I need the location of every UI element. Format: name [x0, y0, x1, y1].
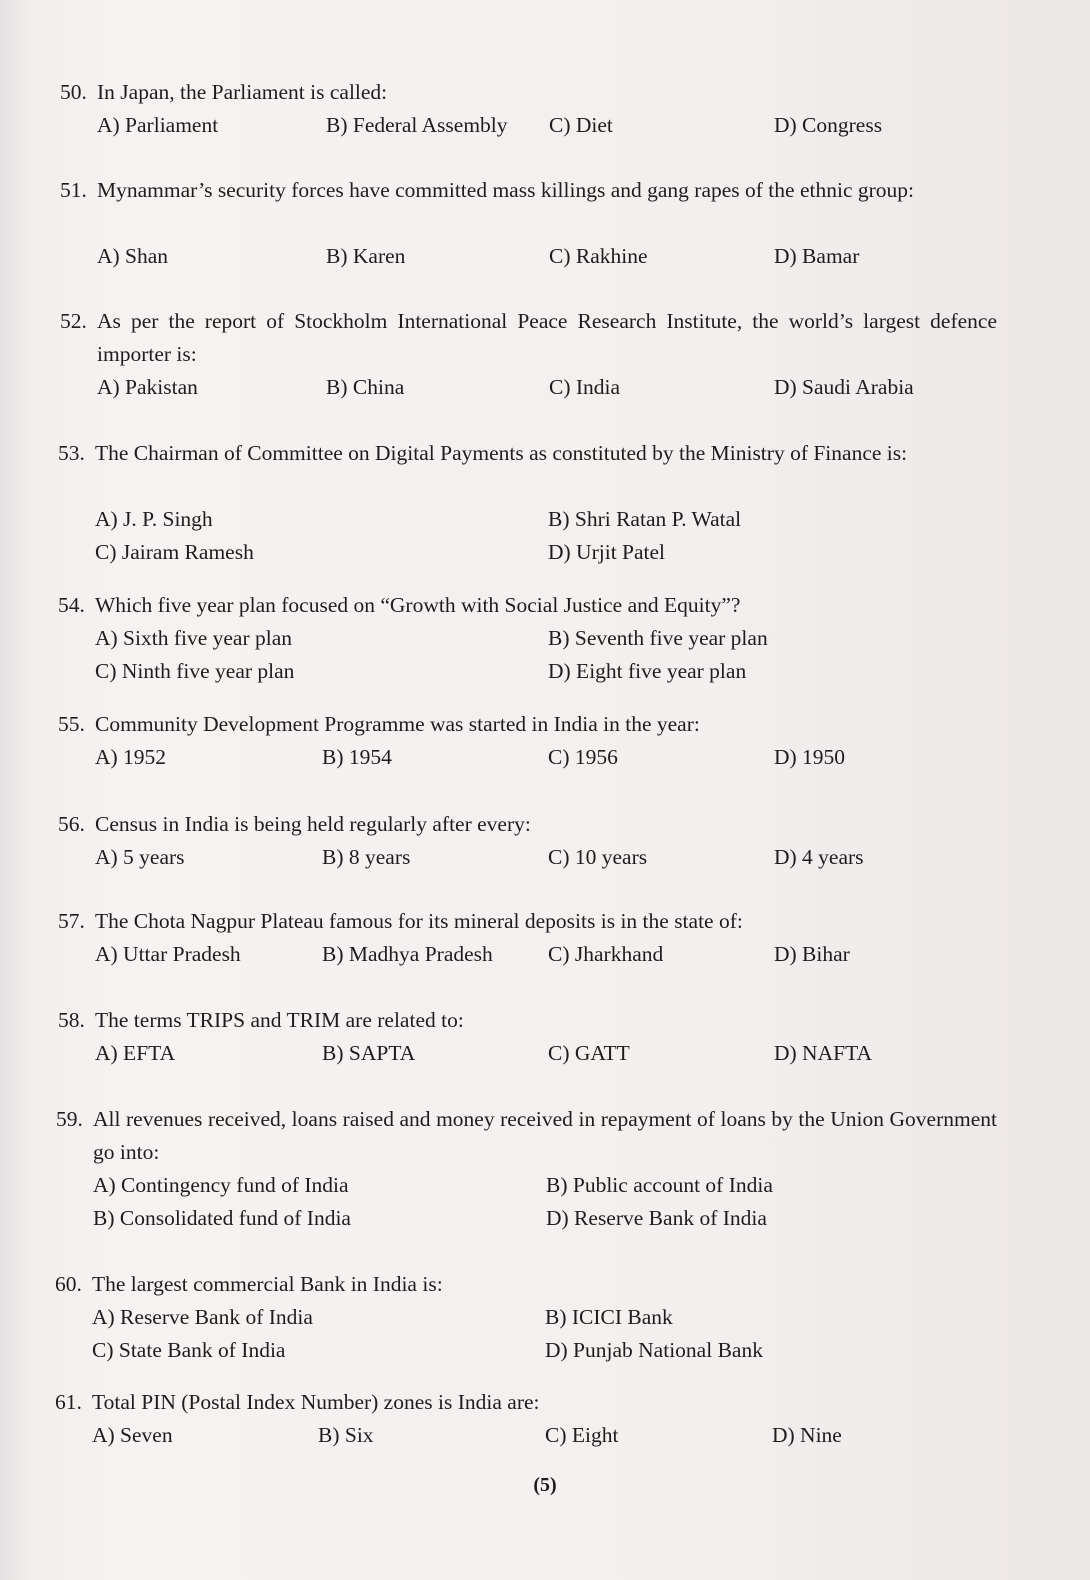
option-d: D) Nine	[772, 1423, 842, 1447]
option-d: D) Eight five year plan	[548, 659, 747, 683]
option-d: D) Saudi Arabia	[774, 375, 914, 399]
option-a: A) Contingency fund of India	[93, 1173, 349, 1197]
option-b: B) Federal Assembly	[326, 113, 508, 137]
option-b: B) ICICI Bank	[545, 1305, 673, 1329]
option-a: A) Parliament	[97, 113, 219, 137]
option-a: A) Shan	[97, 244, 169, 268]
option-b: B) Public account of India	[546, 1173, 773, 1197]
option-b: B) Seventh five year plan	[548, 626, 768, 650]
option-a: A) EFTA	[95, 1041, 176, 1065]
option-a: A) Sixth five year plan	[95, 626, 293, 650]
option-c: C) GATT	[548, 1041, 630, 1065]
option-d: D) 4 years	[774, 845, 864, 869]
question-text: Census in India is being held regularly after every:	[95, 812, 531, 836]
option-c: C) Eight	[545, 1423, 619, 1447]
option-b: B) Madhya Pradesh	[322, 942, 493, 966]
question-number: 50.	[60, 80, 87, 104]
option-d: D) Reserve Bank of India	[546, 1206, 767, 1230]
option-d: D) Punjab National Bank	[545, 1338, 763, 1362]
question-number: 53.	[58, 441, 85, 465]
option-d: D) 1950	[774, 745, 846, 769]
question-text: The Chairman of Committee on Digital Payments as constituted by the Ministry of Finance is:	[95, 441, 908, 465]
question-number: 58.	[58, 1008, 85, 1032]
option-d: D) Bamar	[774, 244, 860, 268]
question-number: 52.	[60, 309, 87, 333]
option-d: D) Congress	[774, 113, 883, 137]
option-b: B) China	[326, 375, 405, 399]
question-number: 55.	[58, 712, 85, 736]
option-a: A) 1952	[95, 745, 167, 769]
question-text: Mynammar’s security forces have committed mass killings and gang rapes of the ethnic group:	[97, 178, 914, 202]
option-d: D) Bihar	[774, 942, 850, 966]
option-b: B) Karen	[326, 244, 406, 268]
question-text: All revenues received, loans raised and money received in repayment of loans by the Union Government go into:	[93, 1107, 997, 1164]
option-c: C) Jharkhand	[548, 942, 664, 966]
option-c: B) Consolidated fund of India	[93, 1206, 351, 1230]
question-number: 57.	[58, 909, 85, 933]
option-b: B) 8 years	[322, 845, 411, 869]
option-b: B) Six	[318, 1423, 374, 1447]
question-number: 59.	[56, 1107, 83, 1131]
question-text: As per the report of Stockholm International Peace Research Institute, the world’s largest defence importer is:	[97, 309, 997, 366]
option-b: B) 1954	[322, 745, 392, 769]
question-text: The Chota Nagpur Plateau famous for its mineral deposits is in the state of:	[95, 909, 743, 933]
question-text: The largest commercial Bank in India is:	[92, 1272, 443, 1296]
question-number: 51.	[60, 178, 87, 202]
question-text: Total PIN (Postal Index Number) zones is India are:	[92, 1390, 540, 1414]
question-text: Which five year plan focused on “Growth with Social Justice and Equity”?	[95, 593, 741, 617]
option-c: C) 1956	[548, 745, 618, 769]
question-number: 60.	[55, 1272, 82, 1296]
option-c: C) Jairam Ramesh	[95, 540, 254, 564]
question-number: 56.	[58, 812, 85, 836]
option-a: A) Seven	[92, 1423, 173, 1447]
option-a: A) Pakistan	[97, 375, 198, 399]
option-b: B) Shri Ratan P. Watal	[548, 507, 742, 531]
page-number: (5)	[533, 1474, 557, 1496]
option-c: C) State Bank of India	[92, 1338, 286, 1362]
option-d: D) NAFTA	[774, 1041, 873, 1065]
option-a: A) J. P. Singh	[95, 507, 213, 531]
option-c: C) India	[549, 375, 621, 399]
option-c: C) Rakhine	[549, 244, 648, 268]
question-text: Community Development Programme was started in India in the year:	[95, 712, 700, 736]
option-c: C) Ninth five year plan	[95, 659, 295, 683]
option-b: B) SAPTA	[322, 1041, 416, 1065]
option-d: D) Urjit Patel	[548, 540, 666, 564]
option-c: C) 10 years	[548, 845, 648, 869]
option-a: A) Reserve Bank of India	[92, 1305, 313, 1329]
question-text: In Japan, the Parliament is called:	[97, 80, 388, 104]
option-c: C) Diet	[549, 113, 613, 137]
option-a: A) 5 years	[95, 845, 185, 869]
option-a: A) Uttar Pradesh	[95, 942, 241, 966]
question-text: The terms TRIPS and TRIM are related to:	[95, 1008, 464, 1032]
question-number: 54.	[58, 593, 85, 617]
question-number: 61.	[55, 1390, 82, 1414]
